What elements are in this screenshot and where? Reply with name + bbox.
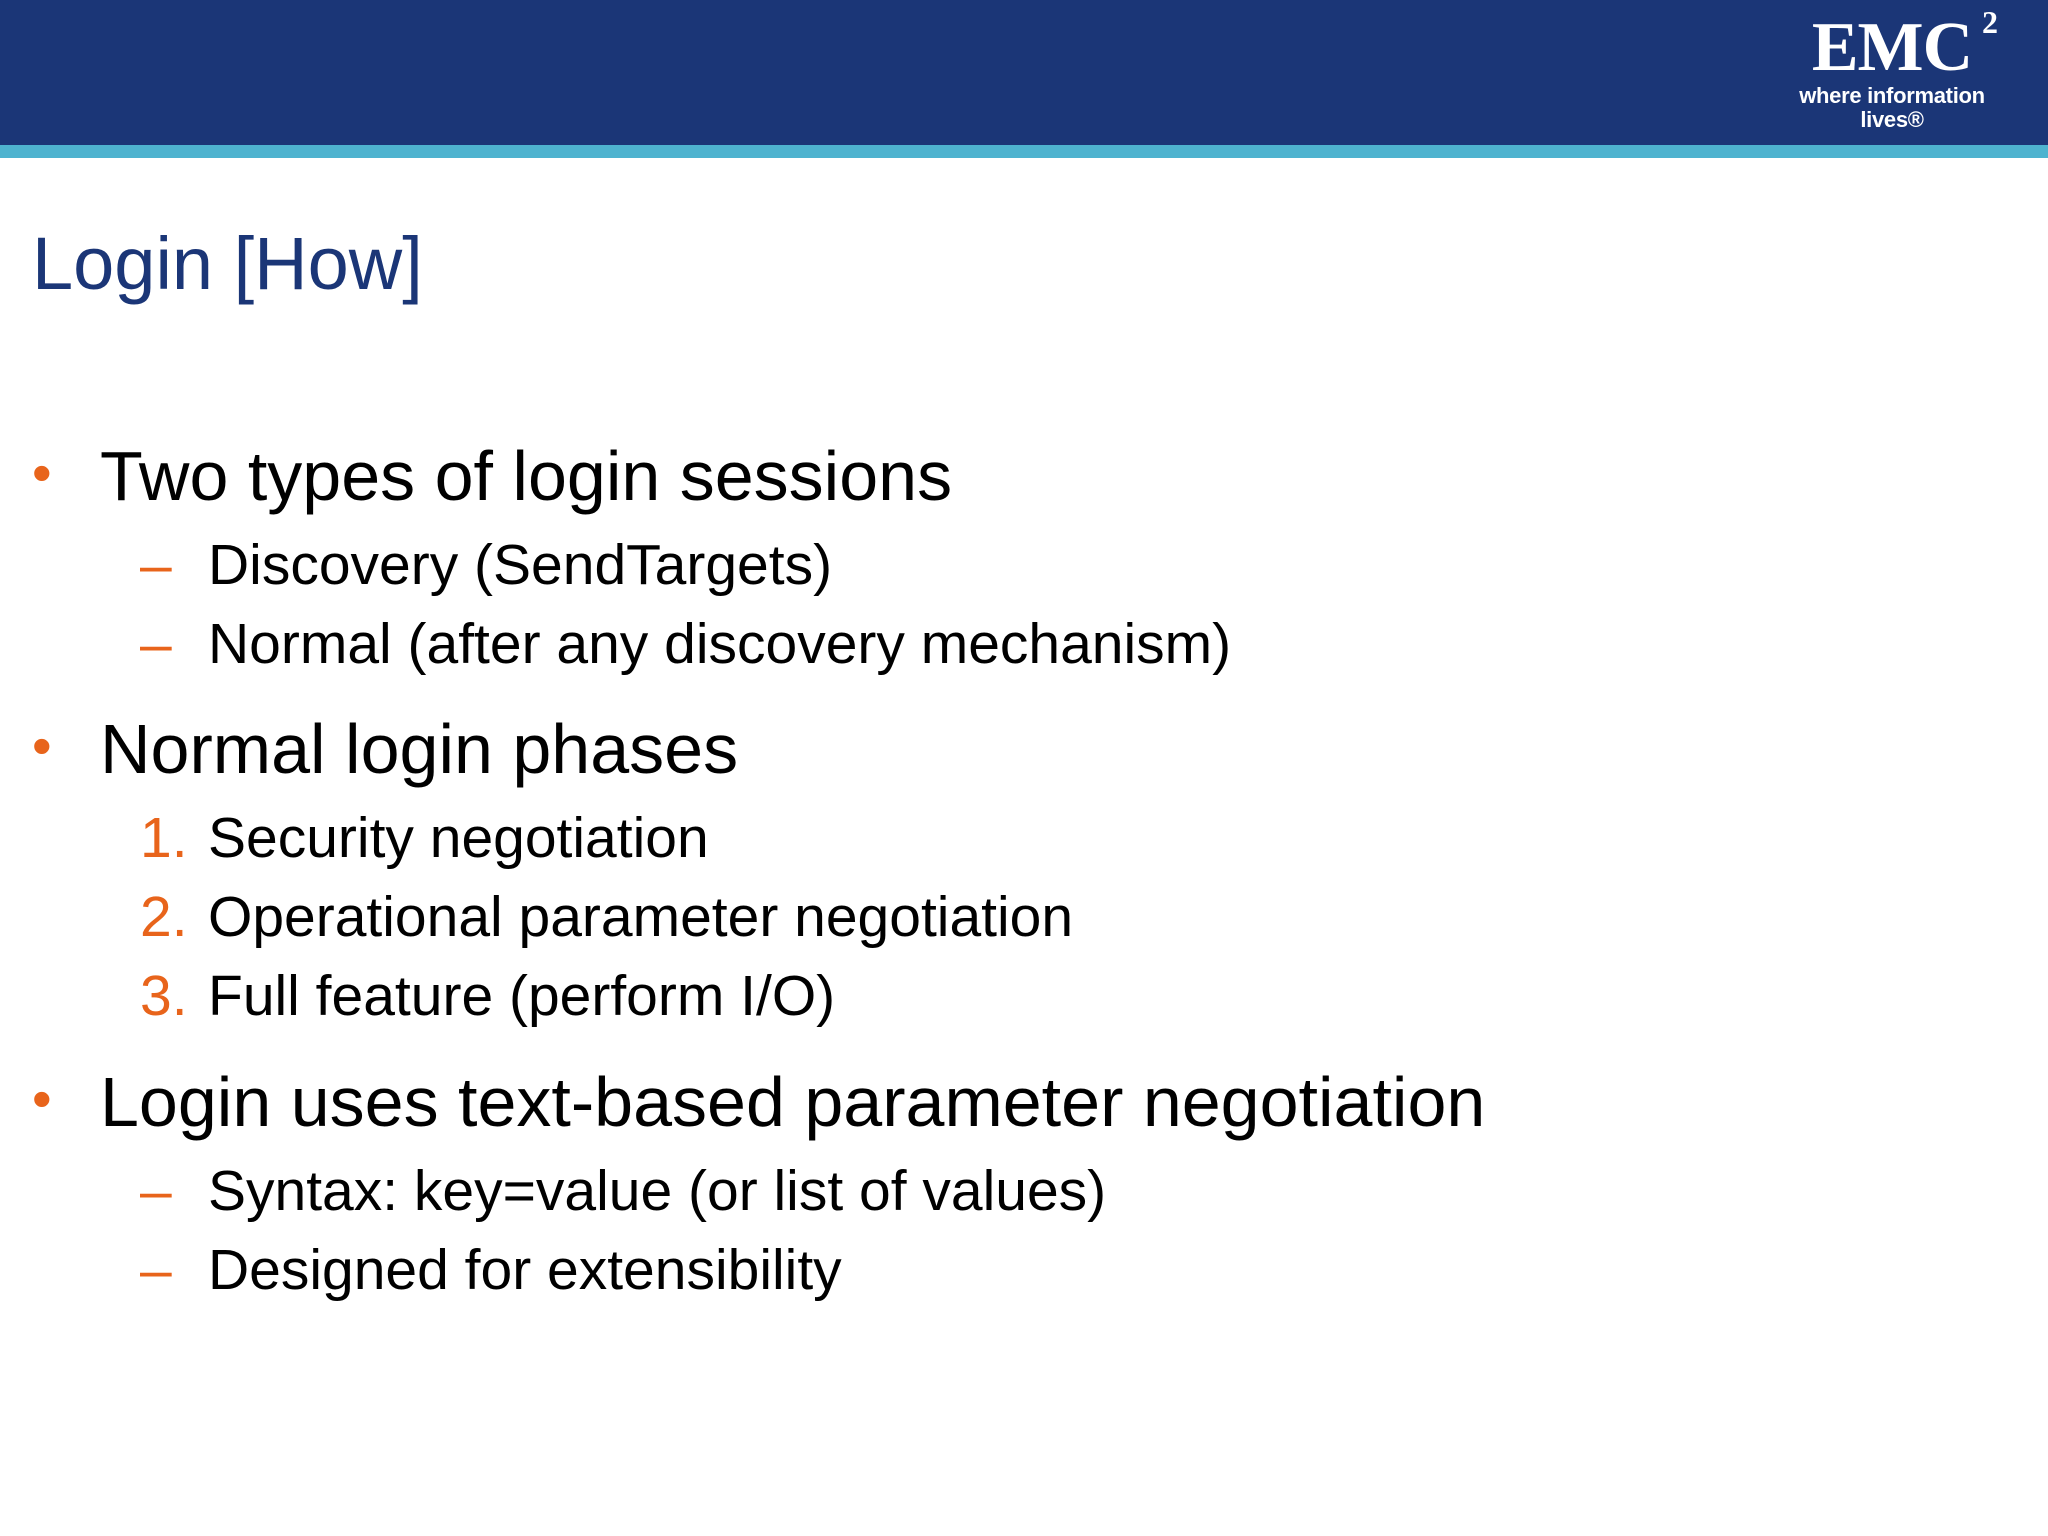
- slide-title: Login [How]: [32, 222, 423, 305]
- bullet-text: Normal login phases: [100, 710, 739, 788]
- step-number: 3.: [140, 964, 188, 1028]
- sub-item: Operational parameter negotiation: [208, 885, 1074, 949]
- sub-item: Designed for extensibility: [208, 1238, 842, 1302]
- bullet-marker: •: [32, 441, 52, 504]
- emc-logo: [1772, 4, 2012, 132]
- sub-marker: –: [140, 533, 172, 597]
- bullet-marker: •: [32, 714, 52, 777]
- sub-marker: –: [140, 1238, 172, 1302]
- bullet-text: Two types of login sessions: [100, 437, 953, 515]
- header-bar: [0, 0, 2048, 145]
- sub-marker: –: [140, 612, 172, 676]
- bullet-text: Login uses text-based parameter negotiation: [100, 1063, 1486, 1141]
- sub-item: Syntax: key=value (or list of values): [208, 1159, 1107, 1223]
- sub-item: Security negotiation: [208, 806, 709, 870]
- logo-tagline: where information lives®: [1799, 83, 1985, 132]
- step-number: 1.: [140, 806, 188, 870]
- sub-item: Normal (after any discovery mechanism): [208, 612, 1232, 676]
- sub-item: Discovery (SendTargets): [208, 533, 833, 597]
- header-accent-stripe: [0, 145, 2048, 158]
- sub-item: Full feature (perform I/O): [208, 964, 836, 1028]
- step-number: 2.: [140, 885, 188, 949]
- bullet-marker: •: [32, 1067, 52, 1130]
- logo-superscript: 2: [1982, 4, 1998, 40]
- logo-wordmark: EMC: [1811, 9, 1973, 86]
- sub-marker: –: [140, 1159, 172, 1223]
